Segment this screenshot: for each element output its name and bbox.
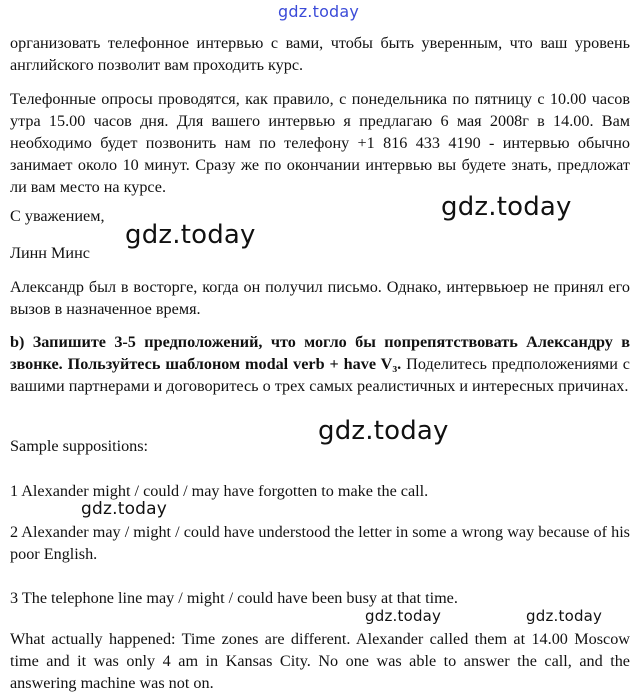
watermark-2: gdz.today bbox=[125, 220, 256, 250]
task-paragraph bbox=[10, 331, 630, 397]
watermark-6: gdz.today bbox=[526, 607, 603, 625]
watermark-top: gdz.today bbox=[278, 2, 360, 21]
letter-closing: С уважением, bbox=[10, 207, 105, 225]
narrative-paragraph: Александр был в восторге, когда он получил письмо. Однако, интервьюер не принял его вызов в назначенное время. bbox=[10, 278, 630, 318]
supposition-2: 2 Alexander may / might / could have understood the letter in some a wrong way because of his poor English. bbox=[10, 523, 630, 563]
watermark-3: gdz.today bbox=[318, 416, 449, 446]
supposition-1: 1 Alexander might / could / may have forgotten to make the call. bbox=[10, 482, 429, 500]
supposition-3: 3 The telephone line may / might / could have been busy at that time. bbox=[10, 589, 458, 607]
letter-paragraph-1: организовать телефонное интервью с вами, чтобы быть уверенным, что ваш уровень английского позволит вам проходить курс. bbox=[10, 34, 630, 74]
watermark-4: gdz.today bbox=[81, 499, 168, 519]
watermark-1: gdz.today bbox=[441, 192, 572, 222]
what-happened-paragraph: What actually happened: Time zones are different. Alexander called them at 14.00 Moscow time and it was only 4 am in Kansas City. No one was able to answer the call, and the answering machine was not on. bbox=[10, 630, 630, 692]
letter-signature: Линн Минс bbox=[10, 244, 90, 262]
letter-paragraph-2: Телефонные опросы проводятся, как правило, с понедельника по пятницу с 10.00 часов утра 15.00 часов дня. Для вашего интервью я предлагаю 6 мая 2008г в 14.00. Вам необходимо будет позвонить нам по телефону +1 816 433 4190 - интервью обычно занимает около 10 минут. Сразу же по окончании интервью вы будете знать, предложат ли вам место на курсе. bbox=[10, 90, 630, 196]
task-continuation: Поделитесь предположениями с вашими партнерами и договоритесь о трех самых реалистичных и интересных причинах. bbox=[10, 355, 630, 395]
sample-heading: Sample suppositions: bbox=[10, 437, 149, 455]
watermark-5: gdz.today bbox=[365, 607, 442, 625]
task-instruction: b) Запишите 3-5 предположений, что могло бы попрепятствовать Александру в звонке. Пользуйтесь шаблоном modal verb + have V₃. bbox=[10, 333, 630, 373]
